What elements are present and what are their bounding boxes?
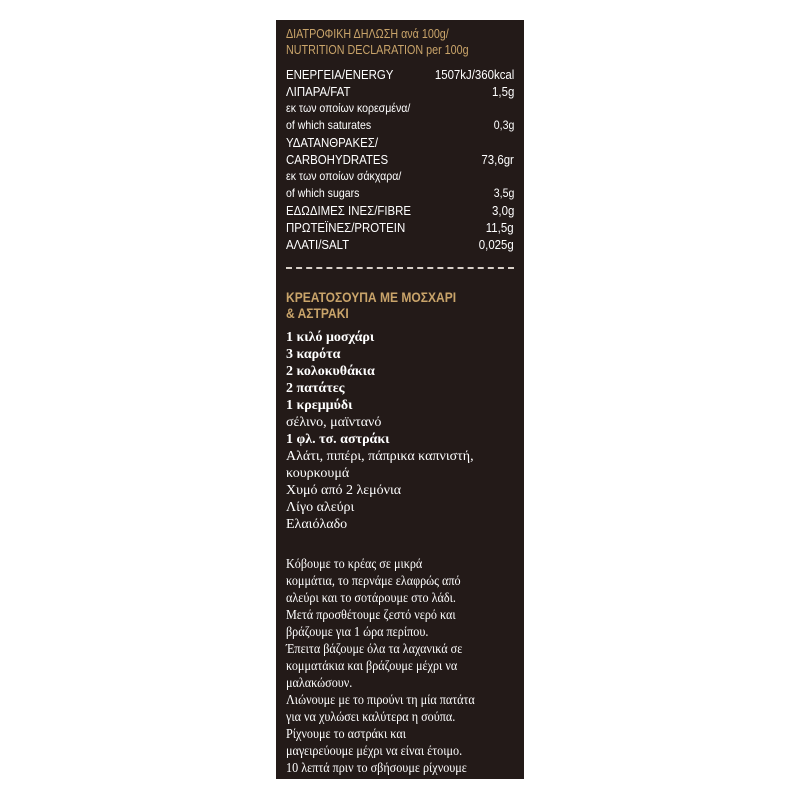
recipe-method (286, 555, 518, 793)
nutrition-label: ΕΝΕΡΓΕΙΑ/ENERGY (286, 67, 394, 82)
label-panel (276, 20, 524, 792)
ingredient-list (286, 329, 514, 533)
method-line: Λιώνουμε με το πιρούνι τη μία πατάτα (286, 692, 475, 707)
nutrition-label: εκ των οποίων κορεσμένα/ (286, 101, 411, 115)
method-line: βράζουμε για 1 ώρα περίπου. (286, 624, 429, 639)
dashed-divider (286, 267, 514, 269)
ingredient-item: Αλάτι, πιπέρι, πάπρικα καπνιστή, (286, 449, 474, 464)
method-line: Μετά προσθέτουμε ζεστό νερό και (286, 607, 456, 622)
nutrition-heading-greek: ΔΙΑΤΡΟΦΙΚΗ ΔΗΛΩΣΗ ανά 100g/ (286, 27, 449, 41)
nutrition-label: ΑΛΑΤΙ/SALT (286, 237, 350, 252)
ingredient-item: 2 κολοκυθάκια (286, 364, 375, 379)
nutrition-row-fibre (286, 202, 514, 219)
method-line: Ρίχνουμε το αστράκι και (286, 726, 406, 741)
ingredient-item: 1 φλ. τσ. αστράκι (286, 432, 390, 447)
method-line: κομματάκια και βράζουμε μέχρι να (286, 658, 458, 673)
method-line: αλεύρι και το σοτάρουμε στο λάδι. (286, 590, 456, 605)
nutrition-row-fat (286, 83, 514, 100)
nutrition-row-protein (286, 219, 514, 236)
recipe-title-line2: & ΑΣΤΡΑΚΙ (286, 305, 349, 321)
nutrition-label: CARBOHYDRATES (286, 152, 389, 167)
method-line: για να χυλώσει καλύτερα η σούπα. (286, 709, 456, 724)
nutrition-label: ΕΔΩΔΙΜΕΣ ΙΝΕΣ/FIBRE (286, 203, 412, 218)
nutrition-label: ΥΔΑΤΑΝΘΡΑΚΕΣ/ (286, 135, 379, 150)
method-line: μαγειρεύουμε μέχρι να είναι έτοιμο. (286, 743, 463, 758)
nutrition-section (286, 26, 514, 253)
nutrition-row-sugars (286, 185, 514, 202)
nutrition-label: of which saturates (286, 118, 372, 132)
nutrition-value: 1,5g (491, 84, 514, 99)
nutrition-value: 11,5g (486, 220, 514, 235)
method-line: τα μπαχαρικά και το λεμόνι. (286, 777, 424, 792)
nutrition-row-carbohydrates (286, 151, 514, 168)
nutrition-row-saturates-greek (286, 100, 514, 117)
ingredient-item: Χυμό από 2 λεμόνια (286, 483, 402, 498)
method-line: μαλακώσουν. (286, 675, 353, 690)
ingredient-item: σέλινο, μαϊντανό (286, 415, 382, 430)
nutrition-value: 3,0g (491, 203, 514, 218)
nutrition-row-sugars-greek (286, 168, 514, 185)
ingredient-item: 3 καρότα (286, 347, 341, 362)
nutrition-row-carbohydrates-greek (286, 134, 514, 151)
recipe-section (286, 289, 514, 793)
ingredient-item: Λίγο αλεύρι (286, 500, 355, 515)
nutrition-label: ΠΡΩΤΕΪΝΕΣ/PROTEIN (286, 220, 406, 235)
ingredient-item: 1 κρεμμύδι (286, 398, 353, 413)
nutrition-table (286, 66, 514, 253)
nutrition-row-saturates (286, 117, 514, 134)
method-line: κομμάτια, το περνάμε ελαφρώς από (286, 573, 461, 588)
nutrition-heading-english: NUTRITION DECLARATION per 100g (286, 43, 469, 57)
nutrition-label: ΛΙΠΑΡΑ/FAT (286, 84, 351, 99)
ingredient-item: 1 κιλό μοσχάρι (286, 330, 375, 345)
method-line: Κόβουμε το κρέας σε μικρά (286, 556, 423, 571)
ingredient-item: Ελαιόλαδο (286, 517, 348, 532)
nutrition-value: 3,5g (493, 186, 514, 200)
nutrition-label: εκ των οποίων σάκχαρα/ (286, 169, 402, 183)
method-line: Έπειτα βάζουμε όλα τα λαχανικά σε (286, 641, 463, 656)
nutrition-row-salt (286, 236, 514, 253)
nutrition-row-energy (286, 66, 514, 83)
nutrition-value: 1507kJ/360kcal (434, 67, 514, 82)
recipe-title-line1: ΚΡΕΑΤΟΣΟΥΠΑ ΜΕ ΜΟΣΧΑΡΙ (286, 289, 457, 305)
nutrition-value: 0,3g (493, 118, 514, 132)
nutrition-value: 0,025g (479, 237, 514, 252)
nutrition-label: of which sugars (286, 186, 360, 200)
method-line: 10 λεπτά πριν το σβήσουμε ρίχνουμε (286, 760, 467, 775)
ingredient-item: κουρκουμά (286, 466, 350, 481)
nutrition-value: 73,6gr (481, 152, 514, 167)
ingredient-item: 2 πατάτες (286, 381, 345, 396)
